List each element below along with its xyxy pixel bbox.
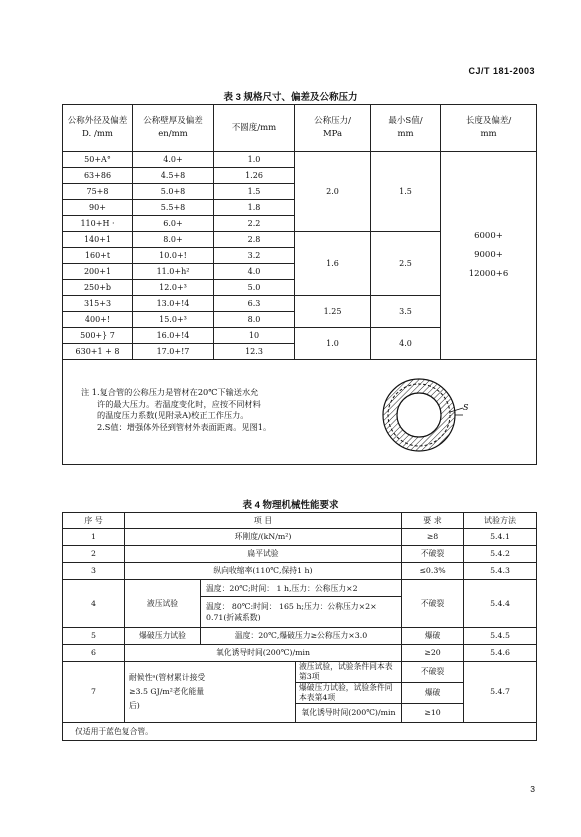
wall-cell: 6.0+ — [133, 216, 214, 232]
row-no: 6 — [63, 645, 125, 662]
row-method: 5.4.5 — [464, 628, 537, 645]
ovality-cell: 2.8 — [214, 232, 295, 248]
s-dimension-label: S — [463, 403, 469, 412]
row-no: 2 — [63, 546, 125, 563]
page-number: 3 — [530, 784, 535, 794]
row-method: 5.4.7 — [464, 662, 537, 723]
row-no: 5 — [63, 628, 125, 645]
wall-cell: 5.0+8 — [133, 184, 214, 200]
row-condition: 温度： 80℃:时间： 165 h;压力：公称压力×2× 0.71(折减系数) — [201, 597, 402, 628]
pressure-cell: 1.6 — [295, 232, 371, 296]
table-row — [63, 662, 537, 683]
mechanical-properties-table — [62, 512, 537, 741]
row-item: 耐候性ᵃ(管材累计接受 ≥3.5 GJ/m²老化能量 后) — [125, 662, 296, 723]
spec-dimensions-table — [62, 104, 537, 465]
row-requirement: 爆破 — [402, 683, 464, 704]
od-cell: 315+3 — [63, 296, 133, 312]
wall-cell: 8.0+ — [133, 232, 214, 248]
row-subitem: 液压试验，试验条件同本表第3项 — [296, 662, 402, 683]
ovality-cell: 3.2 — [214, 248, 295, 264]
od-cell: 110+H · — [63, 216, 133, 232]
od-cell: 63+86 — [63, 168, 133, 184]
row-method: 5.4.4 — [464, 580, 537, 628]
ovality-cell: 6.3 — [214, 296, 295, 312]
table-row — [63, 645, 537, 662]
row-item: 氧化诱导时间(200℃)/min — [125, 645, 402, 662]
row-item: 扁平试验 — [125, 546, 402, 563]
pressure-cell: 1.0 — [295, 328, 371, 360]
ovality-cell: 10 — [214, 328, 295, 344]
s-value-cell: 2.5 — [371, 232, 441, 296]
table3-note — [63, 360, 537, 465]
ovality-cell: 1.8 — [214, 200, 295, 216]
wall-cell: 11.0+h² — [133, 264, 214, 280]
table3-caption: 表 3 规格尺寸、偏差及公称压力 — [223, 92, 358, 103]
header-item: 项 目 — [125, 513, 402, 529]
row-requirement: ≤0.3% — [402, 563, 464, 580]
wall-cell: 17.0+!7 — [133, 344, 214, 360]
table4-caption: 表 4 物理机械性能要求 — [242, 500, 339, 511]
row-item: 纵向收缩率(110℃,保持1 h) — [125, 563, 402, 580]
row-item: 环刚度/(kN/m²) — [125, 529, 402, 546]
ovality-cell: 5.0 — [214, 280, 295, 296]
od-cell: 400+! — [63, 312, 133, 328]
row-no: 3 — [63, 563, 125, 580]
table-row — [63, 563, 537, 580]
od-cell: 50+A° — [63, 152, 133, 168]
note-text: 注 1.复合管的公称压力是管材在20℃下输送水允 许的最大压力。若温度变化时，应按不同材料 的温度压力系数(见附录A)校正工作压力。 2.S值：增强体外径到管材外表面距离。见图1。 — [81, 387, 272, 432]
od-cell: 90+ — [63, 200, 133, 216]
pressure-cell: 1.25 — [295, 296, 371, 328]
wall-cell: 4.5+8 — [133, 168, 214, 184]
ovality-cell: 1.5 — [214, 184, 295, 200]
row-item: 液压试验 — [125, 580, 201, 628]
wall-cell: 4.0+ — [133, 152, 214, 168]
od-cell: 250+b — [63, 280, 133, 296]
table4-footnote: 仅适用于蓝色复合管。 — [63, 723, 537, 741]
pressure-cell: 2.0 — [295, 152, 371, 232]
row-requirement: 不破裂 — [402, 546, 464, 563]
row-requirement: 不破裂 — [402, 662, 464, 683]
row-no: 7 — [63, 662, 125, 723]
row-method: 5.4.3 — [464, 563, 537, 580]
header-no: 序 号 — [63, 513, 125, 529]
ovality-cell: 12.3 — [214, 344, 295, 360]
header-outer-diameter: 公称外径及偏差 D. /mm — [63, 105, 133, 152]
s-value-cell: 4.0 — [371, 328, 441, 360]
wall-cell: 12.0+³ — [133, 280, 214, 296]
pipe-cross-section-figure — [379, 374, 471, 456]
row-requirement: 爆破 — [402, 628, 464, 645]
table-row — [63, 580, 537, 597]
length-cell: 6000+ 9000+ 12000+6 — [441, 152, 537, 360]
header-min-s-value: 最小S值/ mm — [371, 105, 441, 152]
ovality-cell: 2.2 — [214, 216, 295, 232]
table-row — [63, 529, 537, 546]
wall-cell: 16.0+!4 — [133, 328, 214, 344]
row-no: 1 — [63, 529, 125, 546]
row-method: 5.4.2 — [464, 546, 537, 563]
s-value-cell: 3.5 — [371, 296, 441, 328]
row-condition: 温度：20℃;时间： 1 h,压力：公称压力×2 — [201, 580, 402, 597]
ovality-cell: 1.26 — [214, 168, 295, 184]
od-cell: 200+1 — [63, 264, 133, 280]
header-length: 长度及偏差/ mm — [441, 105, 537, 152]
ovality-cell: 8.0 — [214, 312, 295, 328]
od-cell: 630+1 + 8 — [63, 344, 133, 360]
od-cell: 140+1 — [63, 232, 133, 248]
header-nominal-pressure: 公称压力/ MPa — [295, 105, 371, 152]
row-no: 4 — [63, 580, 125, 628]
od-cell: 75+8 — [63, 184, 133, 200]
od-cell: 500+} 7 — [63, 328, 133, 344]
row-subitem: 氧化诱导时间(200℃)/min — [296, 704, 402, 723]
row-requirement: ≥8 — [402, 529, 464, 546]
row-method: 5.4.1 — [464, 529, 537, 546]
row-condition: 温度：20℃,爆破压力≥公称压力×3.0 — [201, 628, 402, 645]
ovality-cell: 4.0 — [214, 264, 295, 280]
header-requirement: 要 求 — [402, 513, 464, 529]
row-method: 5.4.6 — [464, 645, 537, 662]
header-test-method: 试验方法 — [464, 513, 537, 529]
header-ovality: 不圆度/mm — [214, 105, 295, 152]
table-row — [63, 546, 537, 563]
table-row — [63, 152, 537, 168]
wall-cell: 5.5+8 — [133, 200, 214, 216]
wall-cell: 10.0+! — [133, 248, 214, 264]
row-requirement: ≥10 — [402, 704, 464, 723]
wall-cell: 15.0+³ — [133, 312, 214, 328]
row-requirement: ≥20 — [402, 645, 464, 662]
row-requirement: 不破裂 — [402, 580, 464, 628]
od-cell: 160+t — [63, 248, 133, 264]
s-value-cell: 1.5 — [371, 152, 441, 232]
header-wall-thickness: 公称壁厚及偏差 en/mm — [133, 105, 214, 152]
wall-cell: 13.0+!4 — [133, 296, 214, 312]
document-id: CJ/T 181-2003 — [468, 66, 535, 76]
row-item: 爆破压力试验 — [125, 628, 201, 645]
ovality-cell: 1.0 — [214, 152, 295, 168]
row-subitem: 爆破压力试验，试验条件同本表第4项 — [296, 683, 402, 704]
table-row — [63, 628, 537, 645]
